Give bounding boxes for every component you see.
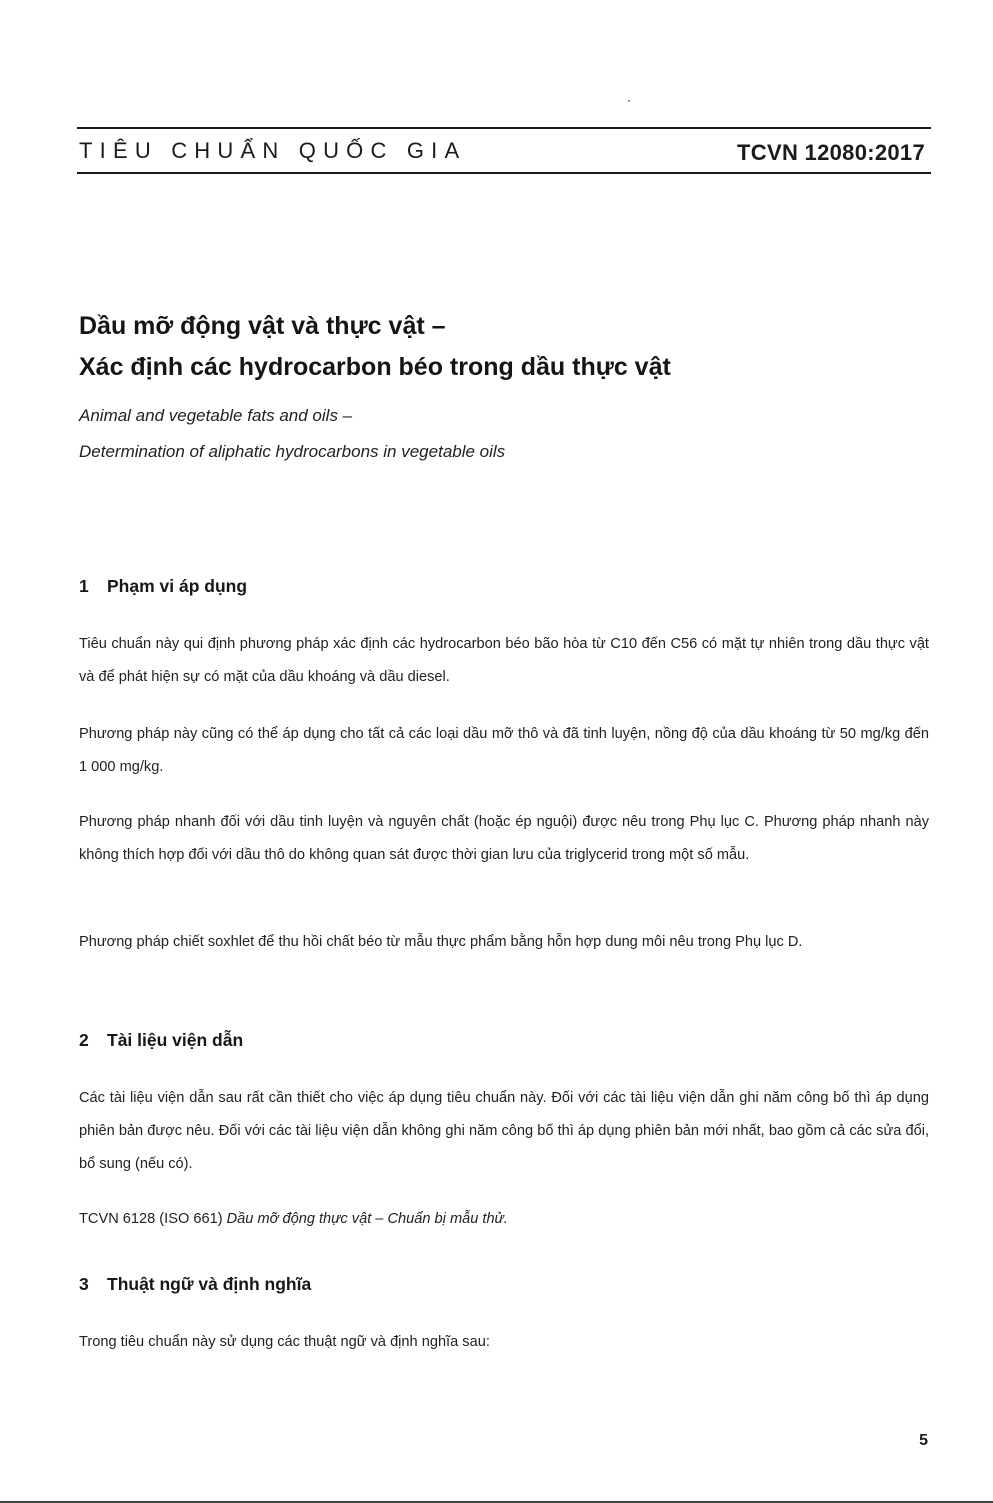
subtitle-line-1: Animal and vegetable fats and oils – bbox=[79, 406, 353, 425]
reference-code: TCVN 6128 (ISO 661) bbox=[79, 1211, 227, 1227]
paragraph: Phương pháp chiết soxhlet để thu hồi chất béo từ mẫu thực phẩm bằng hỗn hợp dung môi nêu trong Phụ lục D. bbox=[79, 934, 803, 950]
page-number: 5 bbox=[919, 1432, 928, 1449]
header-standard-code: TCVN 12080:2017 bbox=[737, 140, 925, 165]
reference-entry bbox=[79, 1203, 929, 1236]
title-line-2: Xác định các hydrocarbon béo trong dầu thực vật bbox=[79, 353, 671, 381]
scan-speck bbox=[628, 100, 630, 102]
section-title: Phạm vi áp dụng bbox=[107, 576, 248, 596]
reference-title: Dầu mỡ động thực vật – Chuẩn bị mẫu thử. bbox=[226, 1211, 508, 1227]
header-standard-label: TIÊU CHUẨN QUỐC GIA bbox=[79, 138, 467, 163]
header-rule-bottom bbox=[77, 172, 931, 174]
paragraph: Phương pháp này cũng có thể áp dụng cho tất cả các loại dầu mỡ thô và đã tinh luyện, nồng độ của dầu khoáng từ 50 mg/kg đến 1 000 mg/kg. bbox=[79, 726, 929, 775]
section-number: 1 bbox=[79, 576, 89, 596]
paragraph: Phương pháp nhanh đối với dầu tinh luyện và nguyên chất (hoặc ép nguội) được nêu trong Phụ lục C. Phương pháp nhanh này không thích hợp đối với dầu thô do không quan sát được thời gian lưu của triglycerid trong một số mẫu. bbox=[79, 814, 929, 863]
section-title: Thuật ngữ và định nghĩa bbox=[107, 1274, 312, 1294]
section-heading bbox=[79, 576, 247, 597]
section-number: 3 bbox=[79, 1274, 89, 1294]
paragraph: Trong tiêu chuẩn này sử dụng các thuật ngữ và định nghĩa sau: bbox=[79, 1334, 490, 1350]
section-title: Tài liệu viện dẫn bbox=[107, 1030, 244, 1050]
title-line-1: Dầu mỡ động vật và thực vật – bbox=[79, 312, 446, 340]
paragraph: Các tài liệu viện dẫn sau rất cần thiết cho việc áp dụng tiêu chuẩn này. Đối với các tài liệu viện dẫn ghi năm công bố thì áp dụng phiên bản được nêu. Đối với các tài liệu viện dẫn không ghi năm công bố thì áp dụng phiên bản mới nhất, bao gồm cả các sửa đổi, bổ sung (nếu có). bbox=[79, 1090, 929, 1172]
paragraph: Tiêu chuẩn này qui định phương pháp xác định các hydrocarbon béo bão hòa từ C10 đến C56 có mặt tự nhiên trong dầu thực vật và để phát hiện sự có mặt của dầu khoáng và dầu diesel. bbox=[79, 636, 929, 685]
section-heading bbox=[79, 1274, 311, 1295]
subtitle-line-2: Determination of aliphatic hydrocarbons in vegetable oils bbox=[79, 442, 506, 461]
section-heading bbox=[79, 1030, 243, 1051]
header-rule-top bbox=[77, 127, 931, 129]
section-number: 2 bbox=[79, 1030, 89, 1050]
